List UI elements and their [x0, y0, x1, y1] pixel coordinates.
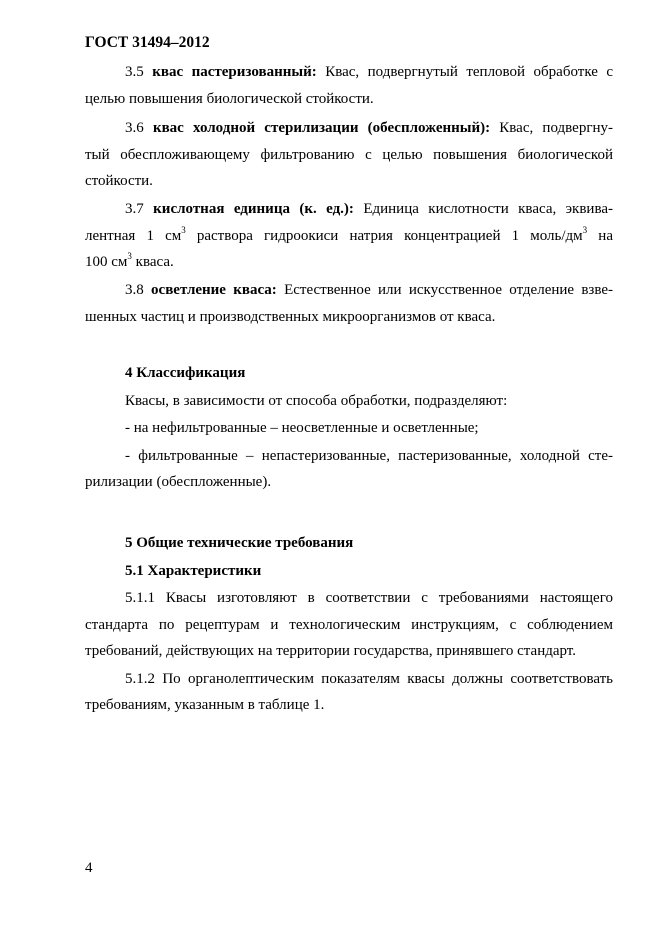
- list-item: - фильтрованные – непастеризованные, пастеризованные, холодной сте-: [125, 447, 613, 464]
- term-definition-cont: целью повышения биологической стойкости.: [85, 90, 374, 107]
- term-title: осветление кваса:: [151, 282, 277, 298]
- section-heading: 5 Общие технические требования: [125, 535, 354, 551]
- term-3-8: [85, 277, 613, 330]
- term-definition: Квас, подвергнутый тепловой обработке с: [316, 64, 614, 80]
- term-definition-cont: лентная 1 $см^3$ раствора гидроокиси натрия концентрацией 1 моль/$дм^3$ на: [85, 224, 613, 244]
- term-number: 3.7: [125, 201, 144, 217]
- paragraph: 5.1.1 Квасы изготовляют в соответствии с требованиями настоящего: [125, 590, 613, 606]
- section-4: [85, 360, 613, 496]
- term-number: 3.8: [125, 282, 144, 298]
- term-3-6: [85, 115, 613, 195]
- term-definition: Квас, подвергну-: [490, 120, 613, 136]
- list-item-cont: рилизации (обеспложенные).: [85, 474, 272, 490]
- term-number: 3.5: [125, 64, 144, 80]
- section-5: [85, 530, 613, 719]
- paragraph: Квасы, в зависимости от способа обработки, подразделяют:: [125, 392, 508, 409]
- term-title: кислотная единица (к. ед.):: [153, 201, 354, 217]
- superscript: 3: [181, 224, 186, 235]
- paragraph-cont: стандарта по рецептурам и технологическим инструкциям, с соблюдением: [85, 616, 613, 633]
- subsection-heading: 5.1 Характеристики: [125, 562, 262, 579]
- term-definition: Естественное или искусственное отделение взве-: [276, 282, 613, 298]
- term-title: квас пастеризованный:: [152, 64, 317, 80]
- paragraph: 5.1.2 По органолептическим показателям квасы должны соответствовать: [125, 670, 613, 687]
- term-title: квас холодной стерилизации (обеспложенный):: [152, 120, 491, 136]
- term-definition-cont: тый обеспложивающему фильтрованию с целью повышения биологической: [85, 146, 613, 163]
- term-number: 3.6: [125, 120, 144, 136]
- list-item: - на нефильтрованные – неосветленные и осветленные;: [125, 420, 479, 436]
- superscript: 3: [582, 224, 588, 235]
- superscript: 3: [127, 251, 132, 261]
- paragraph-cont: требованиям, указанным в таблице 1.: [85, 697, 325, 713]
- page-number: 4: [85, 860, 93, 876]
- term-3-7: [85, 196, 613, 276]
- term-definition: Единица кислотности кваса, эквива-: [353, 201, 613, 217]
- term-3-5: [85, 59, 613, 112]
- paragraph-cont: требований, действующих на территории государства, принявшего стандарт.: [85, 643, 576, 659]
- term-definition-cont: стойкости.: [85, 173, 153, 189]
- term-definition-cont: 100 $см^3$ кваса.: [85, 251, 174, 270]
- standard-header: ГОСТ 31494–2012: [85, 34, 210, 51]
- term-definition-cont: шенных частиц и производственных микроорганизмов от кваса.: [85, 308, 496, 325]
- section-heading: 4 Классификация: [125, 365, 246, 381]
